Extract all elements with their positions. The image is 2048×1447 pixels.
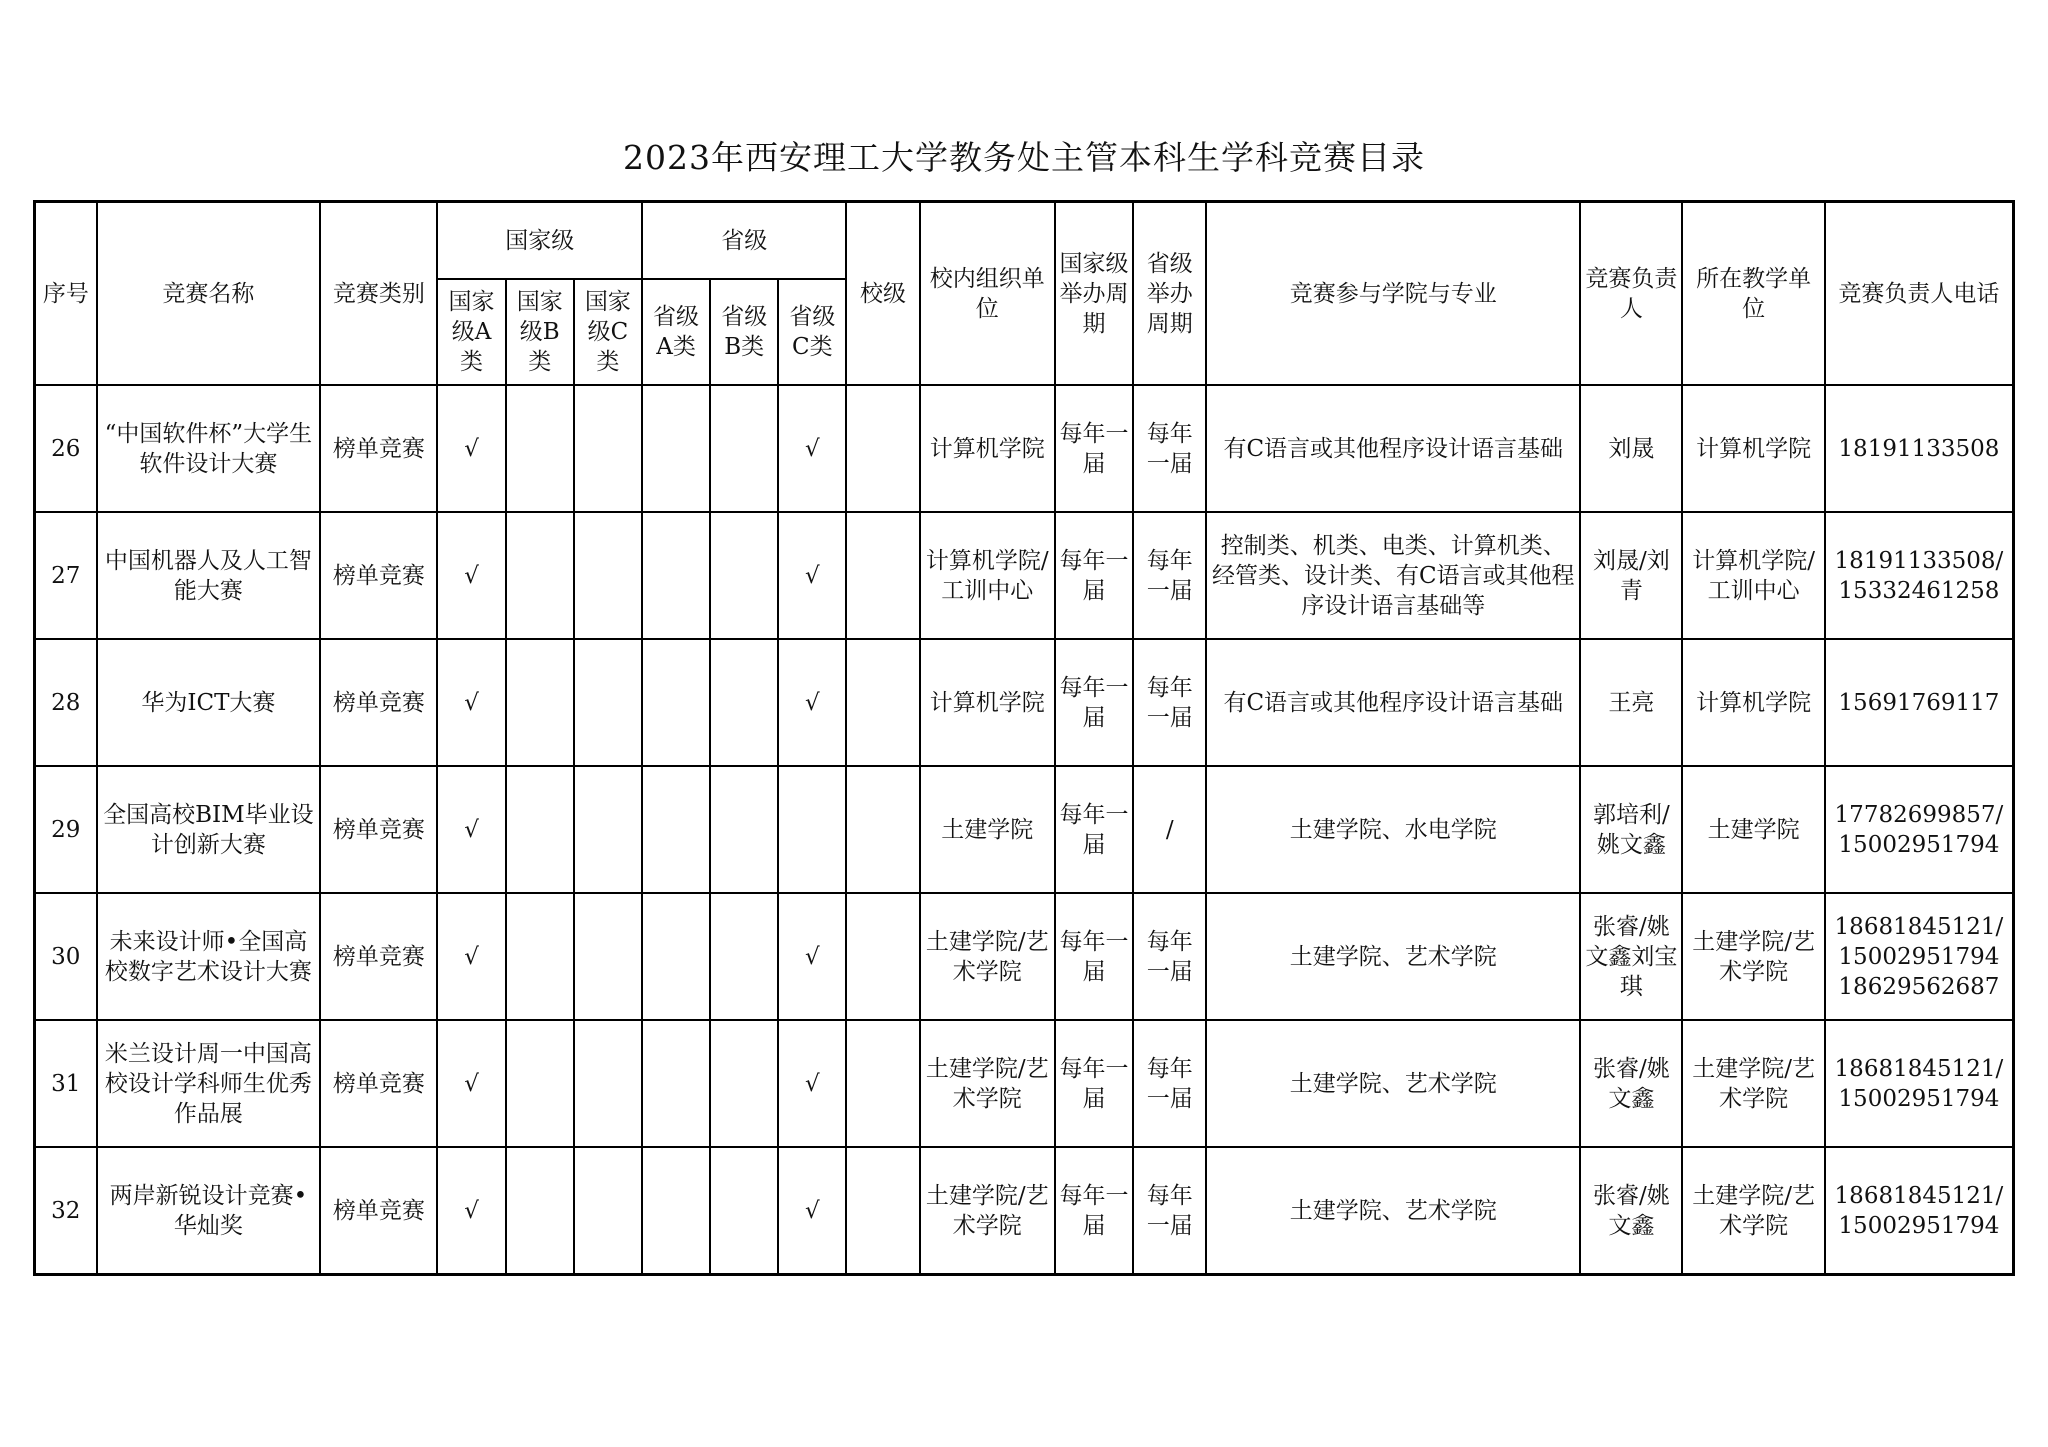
cell-seq: 32 (35, 1147, 97, 1275)
header-name: 竞赛名称 (97, 202, 321, 386)
cell-category: 榜单竞赛 (320, 1020, 437, 1147)
header-nat-a: 国家级A类 (437, 279, 505, 385)
cell-organizer: 计算机学院 (920, 639, 1055, 766)
header-prov-c: 省级C类 (778, 279, 846, 385)
cell-nat-c (574, 385, 642, 512)
cell-organizer: 计算机学院 (920, 385, 1055, 512)
cell-nat-b (506, 1147, 574, 1275)
header-organizer: 校内组织单位 (920, 202, 1055, 386)
cell-leader: 张睿/姚文鑫刘宝琪 (1580, 893, 1682, 1020)
cell-prov-cycle: 每年一届 (1133, 1020, 1206, 1147)
cell-prov-b (710, 385, 778, 512)
cell-school (846, 512, 919, 639)
cell-category: 榜单竞赛 (320, 766, 437, 893)
table-row (35, 893, 2014, 1020)
cell-prov-cycle: 每年一届 (1133, 1147, 1206, 1275)
header-prov-a: 省级A类 (642, 279, 710, 385)
cell-prov-c: √ (778, 893, 846, 1020)
cell-prov-c: √ (778, 639, 846, 766)
cell-school (846, 639, 919, 766)
cell-nat-cycle: 每年一届 (1055, 766, 1133, 893)
cell-leader: 张睿/姚文鑫 (1580, 1147, 1682, 1275)
cell-participants: 有C语言或其他程序设计语言基础 (1206, 385, 1580, 512)
cell-seq: 31 (35, 1020, 97, 1147)
cell-dept: 计算机学院 (1682, 385, 1824, 512)
cell-prov-cycle: 每年一届 (1133, 512, 1206, 639)
cell-school (846, 893, 919, 1020)
cell-leader: 刘晟/刘青 (1580, 512, 1682, 639)
cell-school (846, 766, 919, 893)
cell-prov-c (778, 766, 846, 893)
competition-table (33, 200, 2015, 1276)
cell-nat-c (574, 639, 642, 766)
cell-phone: 18681845121/15002951794 (1825, 1020, 2014, 1147)
cell-category: 榜单竞赛 (320, 385, 437, 512)
document-title: 2023年西安理工大学教务处主管本科生学科竞赛目录 (623, 138, 1425, 177)
header-phone: 竞赛负责人电话 (1825, 202, 2014, 386)
cell-seq: 30 (35, 893, 97, 1020)
cell-name: 华为ICT大赛 (97, 639, 321, 766)
cell-participants: 控制类、机类、电类、计算机类、经管类、设计类、有C语言或其他程序设计语言基础等 (1206, 512, 1580, 639)
cell-nat-c (574, 512, 642, 639)
header-school: 校级 (846, 202, 919, 386)
table-row (35, 766, 2014, 893)
cell-phone: 18191133508/15332461258 (1825, 512, 2014, 639)
header-category: 竞赛类别 (320, 202, 437, 386)
cell-nat-b (506, 385, 574, 512)
cell-category: 榜单竞赛 (320, 639, 437, 766)
cell-leader: 刘晟 (1580, 385, 1682, 512)
cell-prov-a (642, 1020, 710, 1147)
cell-organizer: 计算机学院/工训中心 (920, 512, 1055, 639)
header-leader: 竞赛负责人 (1580, 202, 1682, 386)
table-row (35, 1147, 2014, 1275)
header-participants: 竞赛参与学院与专业 (1206, 202, 1580, 386)
cell-nat-a: √ (437, 1147, 505, 1275)
cell-nat-a: √ (437, 512, 505, 639)
cell-nat-a: √ (437, 639, 505, 766)
cell-dept: 土建学院/艺术学院 (1682, 893, 1824, 1020)
cell-leader: 郭培利/姚文鑫 (1580, 766, 1682, 893)
table-row (35, 512, 2014, 639)
cell-leader: 王亮 (1580, 639, 1682, 766)
header-nat-cycle: 国家级举办周期 (1055, 202, 1133, 386)
cell-nat-a: √ (437, 1020, 505, 1147)
cell-prov-b (710, 766, 778, 893)
cell-prov-c: √ (778, 512, 846, 639)
cell-nat-b (506, 639, 574, 766)
cell-prov-a (642, 639, 710, 766)
cell-prov-b (710, 1020, 778, 1147)
cell-nat-b (506, 1020, 574, 1147)
header-national-group: 国家级 (437, 202, 642, 280)
cell-prov-a (642, 385, 710, 512)
header-seq: 序号 (35, 202, 97, 386)
cell-phone: 15691769117 (1825, 639, 2014, 766)
cell-nat-cycle: 每年一届 (1055, 512, 1133, 639)
cell-school (846, 385, 919, 512)
cell-dept: 土建学院/艺术学院 (1682, 1147, 1824, 1275)
cell-phone: 18681845121/15002951794 18629562687 (1825, 893, 2014, 1020)
table-body (35, 385, 2014, 1275)
cell-organizer: 土建学院 (920, 766, 1055, 893)
table-header (35, 202, 2014, 386)
cell-prov-b (710, 512, 778, 639)
header-dept: 所在教学单位 (1682, 202, 1824, 386)
header-nat-b: 国家级B类 (506, 279, 574, 385)
cell-seq: 26 (35, 385, 97, 512)
cell-nat-b (506, 893, 574, 1020)
cell-prov-a (642, 766, 710, 893)
cell-phone: 18681845121/15002951794 (1825, 1147, 2014, 1275)
header-provincial-group: 省级 (642, 202, 846, 280)
cell-nat-cycle: 每年一届 (1055, 385, 1133, 512)
cell-school (846, 1147, 919, 1275)
cell-organizer: 土建学院/艺术学院 (920, 1147, 1055, 1275)
header-prov-b: 省级B类 (710, 279, 778, 385)
header-nat-c: 国家级C类 (574, 279, 642, 385)
cell-participants: 有C语言或其他程序设计语言基础 (1206, 639, 1580, 766)
cell-nat-cycle: 每年一届 (1055, 893, 1133, 1020)
cell-nat-a: √ (437, 893, 505, 1020)
cell-name: 未来设计师•全国高校数字艺术设计大赛 (97, 893, 321, 1020)
cell-participants: 土建学院、艺术学院 (1206, 1020, 1580, 1147)
cell-participants: 土建学院、艺术学院 (1206, 1147, 1580, 1275)
cell-seq: 27 (35, 512, 97, 639)
cell-dept: 土建学院/艺术学院 (1682, 1020, 1824, 1147)
cell-category: 榜单竞赛 (320, 1147, 437, 1275)
cell-prov-a (642, 893, 710, 1020)
table-row (35, 1020, 2014, 1147)
cell-phone: 18191133508 (1825, 385, 2014, 512)
cell-dept: 计算机学院/工训中心 (1682, 512, 1824, 639)
cell-nat-c (574, 1020, 642, 1147)
cell-name: 中国机器人及人工智能大赛 (97, 512, 321, 639)
cell-nat-cycle: 每年一届 (1055, 639, 1133, 766)
cell-leader: 张睿/姚文鑫 (1580, 1020, 1682, 1147)
cell-seq: 28 (35, 639, 97, 766)
cell-name: 两岸新锐设计竞赛•华灿奖 (97, 1147, 321, 1275)
cell-category: 榜单竞赛 (320, 893, 437, 1020)
cell-participants: 土建学院、水电学院 (1206, 766, 1580, 893)
cell-prov-cycle: 每年一届 (1133, 893, 1206, 1020)
cell-prov-cycle: 每年一届 (1133, 639, 1206, 766)
cell-dept: 土建学院 (1682, 766, 1824, 893)
cell-name: 米兰设计周一中国高校设计学科师生优秀作品展 (97, 1020, 321, 1147)
cell-prov-c: √ (778, 385, 846, 512)
cell-nat-c (574, 893, 642, 1020)
cell-nat-cycle: 每年一届 (1055, 1147, 1133, 1275)
cell-name: “中国软件杯”大学生软件设计大赛 (97, 385, 321, 512)
cell-prov-b (710, 893, 778, 1020)
cell-nat-a: √ (437, 766, 505, 893)
cell-dept: 计算机学院 (1682, 639, 1824, 766)
cell-prov-cycle: / (1133, 766, 1206, 893)
cell-prov-b (710, 1147, 778, 1275)
cell-prov-c: √ (778, 1020, 846, 1147)
cell-category: 榜单竞赛 (320, 512, 437, 639)
cell-school (846, 1020, 919, 1147)
cell-name: 全国高校BIM毕业设计创新大赛 (97, 766, 321, 893)
cell-prov-a (642, 1147, 710, 1275)
cell-organizer: 土建学院/艺术学院 (920, 1020, 1055, 1147)
cell-phone: 17782699857/15002951794 (1825, 766, 2014, 893)
cell-participants: 土建学院、艺术学院 (1206, 893, 1580, 1020)
cell-prov-b (710, 639, 778, 766)
cell-nat-cycle: 每年一届 (1055, 1020, 1133, 1147)
table-row (35, 385, 2014, 512)
cell-prov-c: √ (778, 1147, 846, 1275)
cell-nat-b (506, 766, 574, 893)
cell-organizer: 土建学院/艺术学院 (920, 893, 1055, 1020)
cell-nat-c (574, 1147, 642, 1275)
table-row (35, 639, 2014, 766)
header-prov-cycle: 省级举办周期 (1133, 202, 1206, 386)
cell-prov-a (642, 512, 710, 639)
cell-seq: 29 (35, 766, 97, 893)
cell-prov-cycle: 每年一届 (1133, 385, 1206, 512)
cell-nat-a: √ (437, 385, 505, 512)
cell-nat-c (574, 766, 642, 893)
cell-nat-b (506, 512, 574, 639)
